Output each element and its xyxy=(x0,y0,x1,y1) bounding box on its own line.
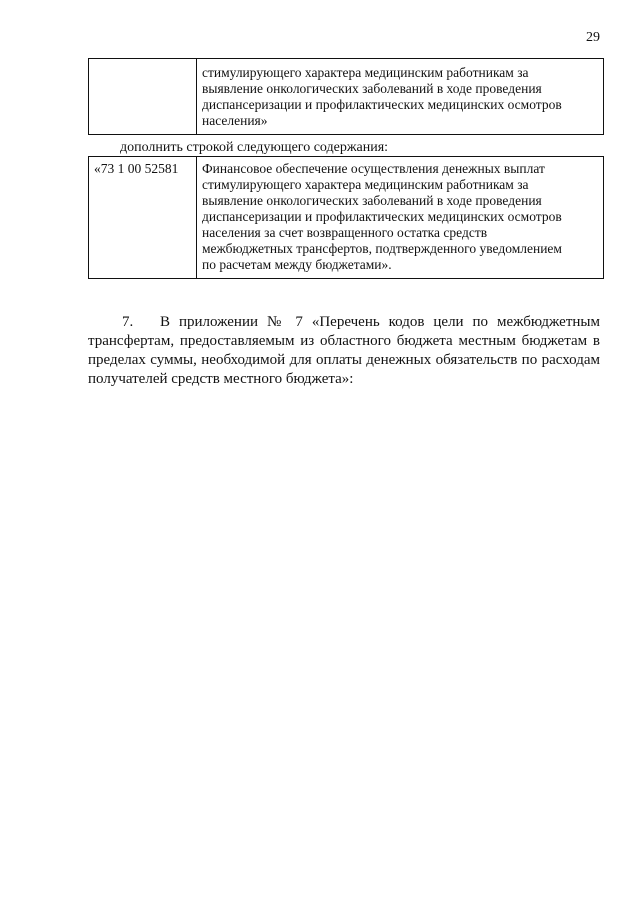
paragraph-first-line-text: В приложении № 7 «Перечень кодов цели по межбюджетным xyxy=(160,314,600,330)
amendment-instruction: дополнить строкой следующего содержания: xyxy=(120,140,389,155)
description-line: выявление онкологических заболеваний в ходе проведения xyxy=(202,81,542,96)
description-line: диспансеризации и профилактических медицинских осмотров xyxy=(202,209,562,224)
paragraph-first-line xyxy=(88,313,600,332)
description-line: населения» xyxy=(202,113,268,128)
page-number: 29 xyxy=(586,30,600,45)
description-line: диспансеризации и профилактических медицинских осмотров xyxy=(202,97,562,112)
description-line: по расчетам между бюджетами». xyxy=(202,257,392,272)
description-line: населения за счет возвращенного остатка средств xyxy=(202,225,488,240)
paragraph-number: 7. xyxy=(122,314,134,330)
description-line: стимулирующего характера медицинским работникам за xyxy=(202,177,529,192)
description-line: межбюджетных трансфертов, подтвержденного уведомлением xyxy=(202,241,562,256)
table-cell-description xyxy=(197,59,604,135)
description-line: стимулирующего характера медицинским работникам за xyxy=(202,65,529,80)
table-row xyxy=(89,157,604,279)
budget-codes-table-new-row xyxy=(88,156,604,279)
table-row xyxy=(89,59,604,135)
paragraph-body: трансфертам, предоставляемым из областного бюджета местным бюджетам в пределах суммы, необходимой для оплаты денежных обязательств по расходам получателей средств местного бюджета»: xyxy=(88,333,600,387)
table-cell-description xyxy=(197,157,604,279)
budget-codes-table-continuation xyxy=(88,58,604,135)
table-cell-code: «73 1 00 52581 xyxy=(89,157,197,279)
paragraph-7 xyxy=(88,313,600,389)
table-cell-code xyxy=(89,59,197,135)
description-line: Финансовое обеспечение осуществления денежных выплат xyxy=(202,161,545,176)
description-line: выявление онкологических заболеваний в ходе проведения xyxy=(202,193,542,208)
